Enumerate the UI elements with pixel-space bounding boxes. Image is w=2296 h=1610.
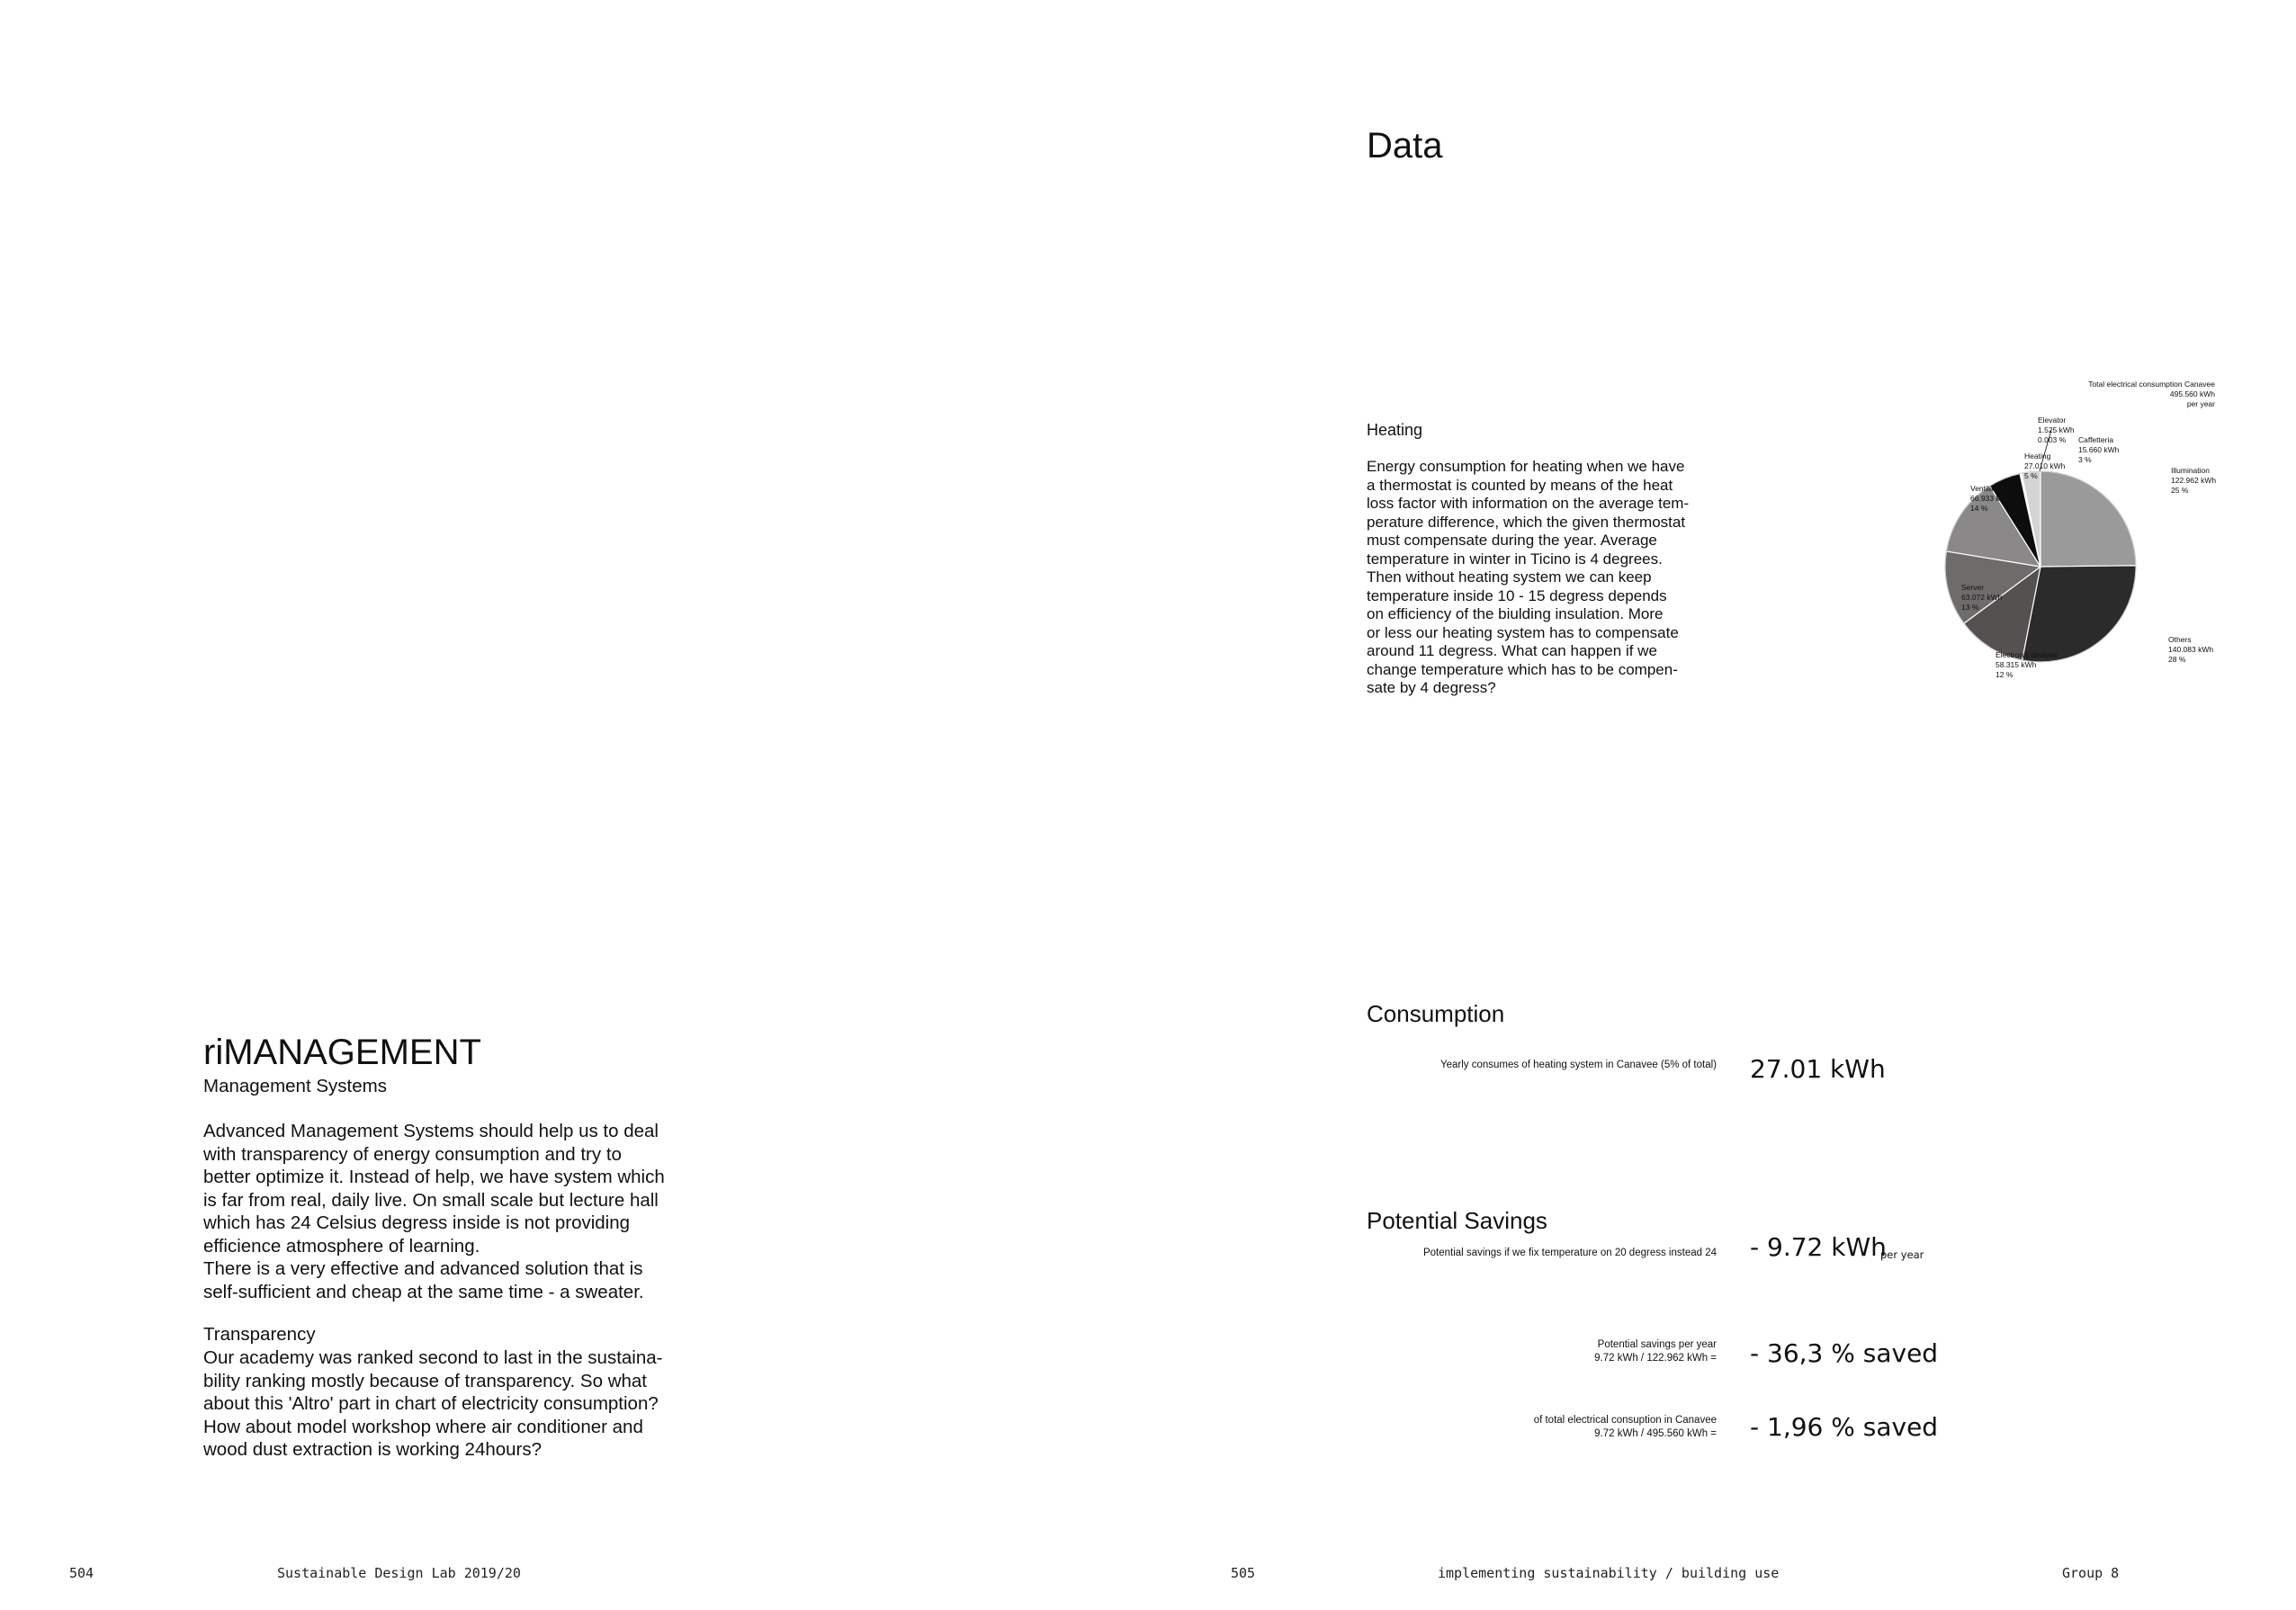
footer-page-number-right: 505 [1231, 1565, 1256, 1581]
page-title-rimanagement: riMANAGEMENT [203, 1033, 481, 1072]
savings-year-value: - 36,3 % saved [1750, 1338, 1939, 1368]
footer-title-left: Sustainable Design Lab 2019/20 [277, 1565, 521, 1581]
savings-heading: Potential Savings [1367, 1207, 1547, 1234]
savings-total-label-2: 9.72 kWh / 495.560 kWh = [1594, 1428, 1717, 1439]
savings-value: - 9.72 kWh [1750, 1232, 1887, 1262]
pie-label-others: Others 140.083 kWh 28 % [2168, 635, 2214, 664]
pie-label-ventilation: Ventilation 66.933 kWh 14 % [1970, 484, 2012, 513]
pie-total-unit: per year [2186, 399, 2215, 408]
heating-paragraph: Energy consumption for heating when we have a thermostat is counted by means of the heat loss factor with information on the average tem- perature difference, which the given thermostat must compensate during the year. Average temperature in winter in Ticino is 4 degrees. Then without heating system we can keep temperature inside 10 - 15 degress depends on efficiency of the biulding insulation. More or less our heating system has to compensate around 11 degress. What can happen if we change temperature which has to be compen- sate by 4 degress? [1367, 458, 1690, 696]
consumption-value: 27.01 kWh [1750, 1054, 1886, 1084]
transparency-paragraph: Our academy was ranked second to last in the sustaina- bility ranking mostly because of transparency. So what about this 'Altro' part in chart of electricity consumption? How about model workshop where air conditioner and wood dust extraction is working 24hours? [203, 1347, 663, 1460]
pie-total-value: 495.560 kWh [2169, 389, 2215, 398]
pie-slice-illumination [2040, 471, 2136, 567]
heating-heading: Heating [1367, 421, 1423, 439]
savings-total-label-1: of total electrical consuption in Canavee [1533, 1415, 1717, 1426]
savings-label: Potential savings if we fix temperature on 20 degress instead 24 [1422, 1248, 1717, 1258]
footer-title-right: implementing sustainability / building use [1438, 1565, 1780, 1581]
consumption-heading: Consumption [1367, 1000, 1505, 1027]
pie-label-electronic-devices: Electronic devices 58.315 kWh 12 % [1996, 650, 2058, 679]
transparency-heading: Transparency [203, 1324, 316, 1345]
pie-title: Total electrical consumption Canavee [2088, 380, 2215, 389]
page-subtitle: Management Systems [203, 1076, 387, 1096]
management-paragraph: Advanced Management Systems should help us to deal with transparency of energy consumption and try to better optimize it. Instead of help, we have system which is far from real, daily live. On small scale but lecture hall which has 24 Celsius degress inside is not providing efficience atmosphere of learning. There is a very effective and advanced solution that is self-sufficient and cheap at the same time - a sweater. [203, 1121, 665, 1302]
savings-year-label-1: Potential savings per year [1597, 1339, 1717, 1350]
pie-label-heating: Heating 27.010 kWh 5 % [2024, 452, 2066, 480]
savings-unit: per year [1880, 1248, 1924, 1261]
pie-label-server: Server 63.072 kWh 13 % [1961, 583, 2003, 612]
footer-page-number-left: 504 [69, 1565, 94, 1581]
pie-label-illumination: Illumination 122.962 kWh 25 % [2171, 466, 2217, 495]
savings-year-label-2: 9.72 kWh / 122.962 kWh = [1594, 1353, 1717, 1364]
pie-label-elevator: Elevator 1.525 kWh 0.003 % [2038, 416, 2075, 444]
savings-total-value: - 1,96 % saved [1750, 1412, 1939, 1442]
footer-group: Group 8 [2062, 1565, 2120, 1581]
consumption-label: Yearly consumes of heating system in Canavee (5% of total) [1439, 1060, 1717, 1070]
page-title-data: Data [1367, 126, 1443, 165]
pie-label-caffetteria: Caffetteria 15.660 kWh 3 % [2078, 435, 2120, 464]
pie-slice-others [2022, 566, 2136, 662]
pie-total-label [2069, 380, 2215, 409]
